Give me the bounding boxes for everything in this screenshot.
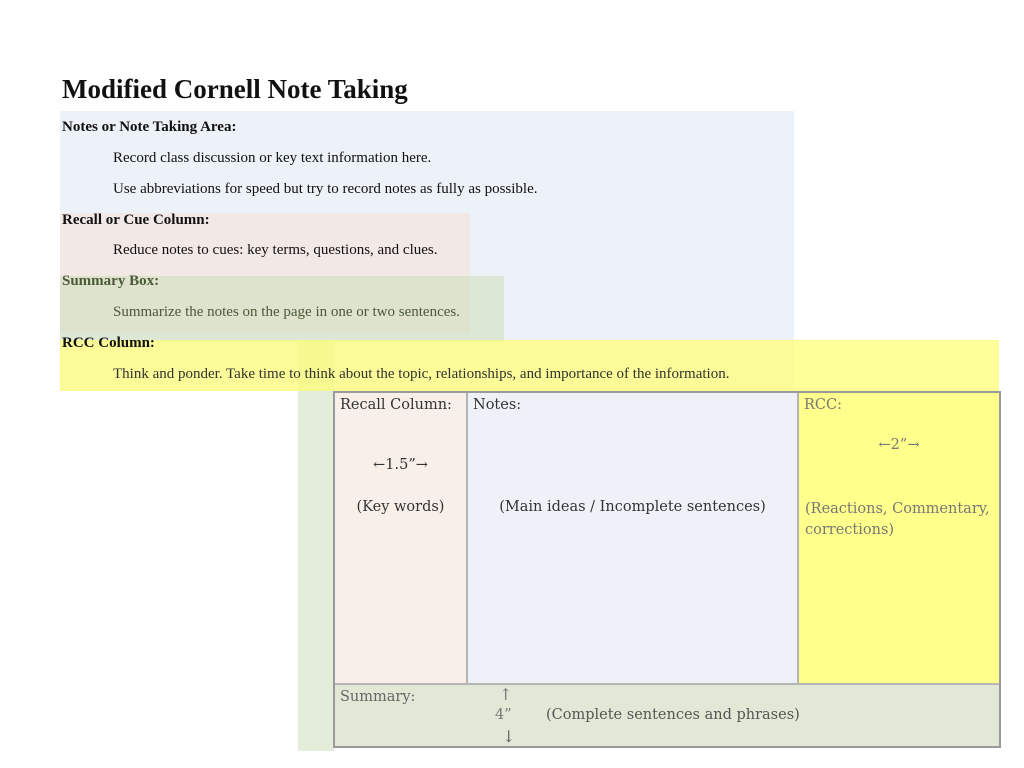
summary-row	[335, 683, 999, 746]
notes-column-label: Notes:	[473, 397, 522, 413]
recall-column	[335, 393, 468, 683]
notes-column	[468, 393, 799, 683]
summary-row-description: (Complete sentences and phrases)	[546, 707, 800, 723]
summary-row-label: Summary:	[340, 689, 416, 705]
cornell-template-diagram	[333, 391, 1001, 748]
recall-heading: Recall or Cue Column:	[62, 212, 210, 228]
recall-line-1: Reduce notes to cues: key terms, questions, and clues.	[113, 242, 438, 258]
recall-column-label: Recall Column:	[340, 397, 452, 413]
notes-line-2: Use abbreviations for speed but try to record notes as fully as possible.	[113, 181, 538, 197]
notes-line-1: Record class discussion or key text information here.	[113, 150, 432, 166]
page-title: Modified Cornell Note Taking	[62, 74, 408, 104]
notes-column-description: (Main ideas / Incomplete sentences)	[499, 499, 766, 515]
rcc-column	[799, 393, 999, 683]
rcc-column-description: (Reactions, Commentary, corrections)	[805, 501, 990, 538]
summary-line-1: Summarize the notes on the page in one or two sentences.	[113, 304, 460, 320]
rcc-line-1: Think and ponder. Take time to think about the topic, relationships, and importance of the information.	[113, 366, 730, 382]
recall-column-width: ←1.5”→	[373, 457, 428, 473]
rcc-column-label: RCC:	[804, 397, 842, 413]
rcc-column-width: ←2”→	[878, 437, 920, 453]
rcc-heading: RCC Column:	[62, 335, 155, 351]
notes-heading: Notes or Note Taking Area:	[62, 119, 237, 135]
summary-strip-highlight	[298, 340, 334, 751]
arrow-down-icon: ↓	[502, 727, 516, 746]
recall-column-description: (Key words)	[356, 499, 445, 515]
summary-heading: Summary Box:	[62, 273, 160, 289]
summary-row-height: 4”	[495, 707, 512, 723]
arrow-up-icon: ↑	[499, 685, 513, 704]
